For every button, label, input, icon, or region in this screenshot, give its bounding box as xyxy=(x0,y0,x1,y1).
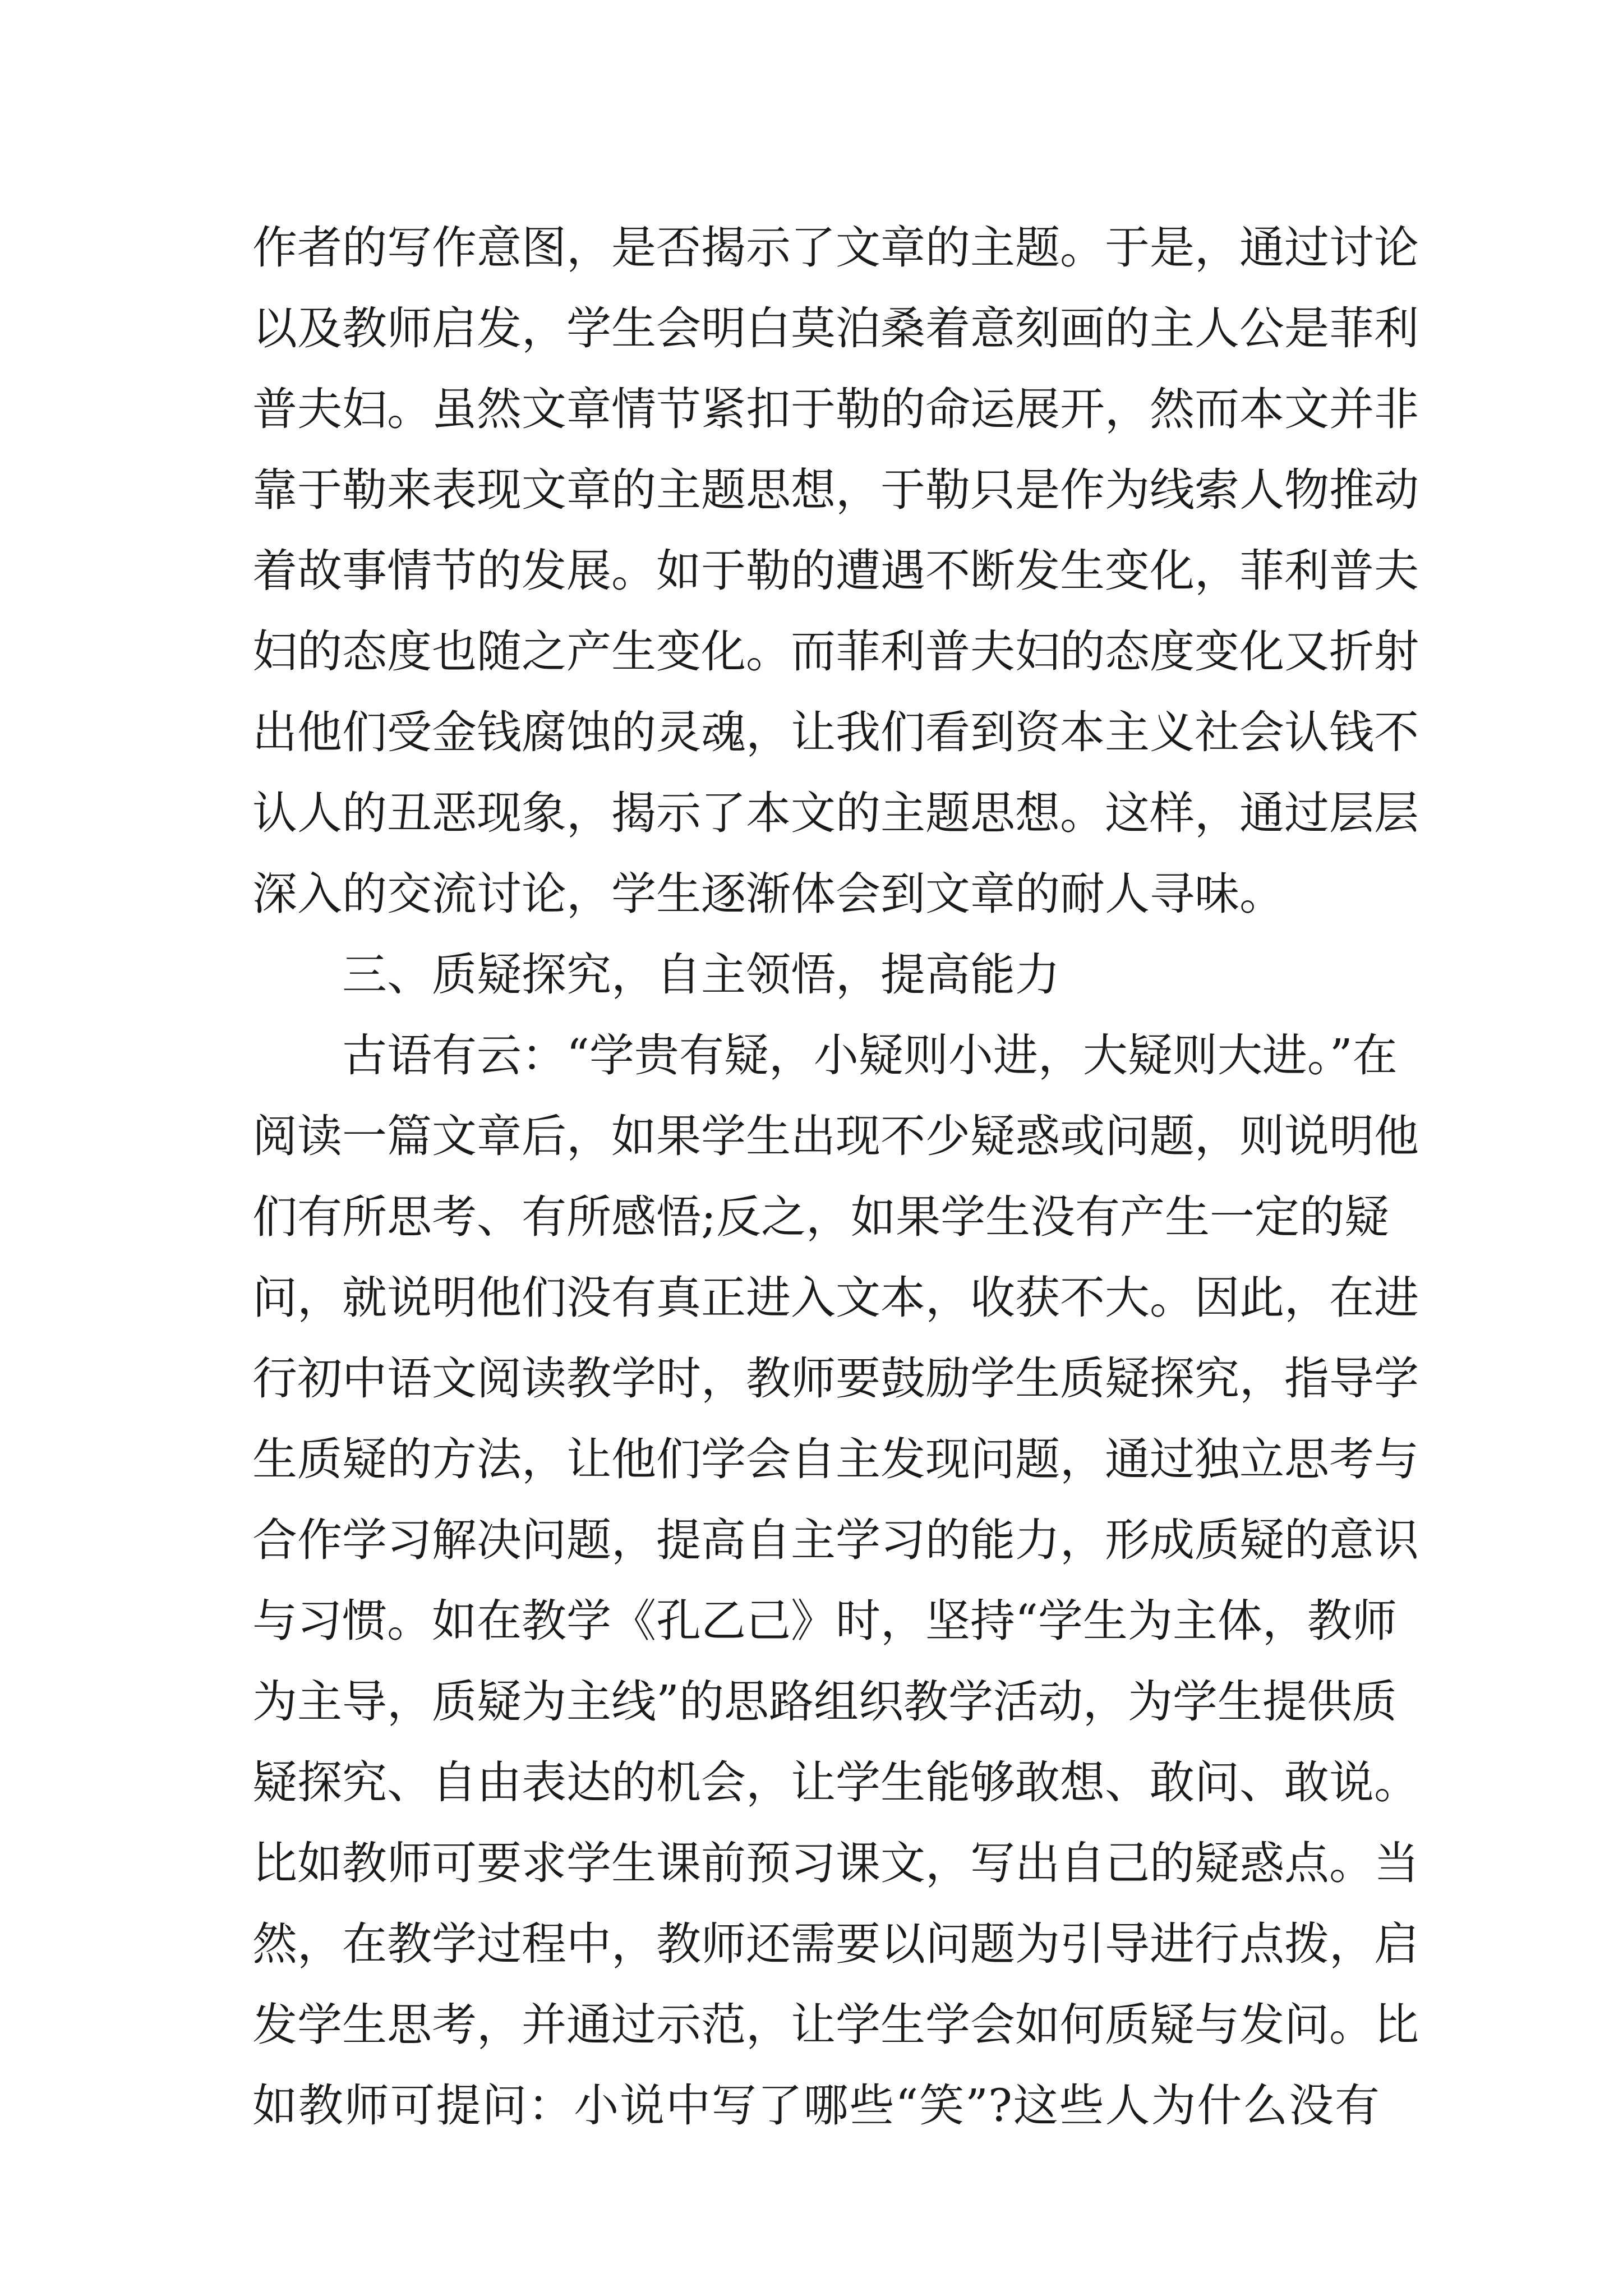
text-line-18: 与习惯。如在教学《孔乙己》时，坚持“学生为主体，教师 xyxy=(252,1595,1397,1647)
text-line-7: 出他们受金钱腐蚀的灵魂，让我们看到资本主义社会认钱不 xyxy=(252,706,1419,758)
text-line-24: 如教师可提问：小说中写了哪些“笑”?这些人为什么没有 xyxy=(252,2079,1380,2132)
text-line-20: 疑探究、自由表达的机会，让学生能够敢想、敢问、敢说。 xyxy=(252,1756,1419,1809)
text-line-23: 发学生思考，并通过示范，让学生学会如何质疑与发问。比 xyxy=(252,1999,1419,2051)
text-line-21: 比如教师可要求学生课前预习课文，写出自己的疑惑点。当 xyxy=(252,1837,1419,1889)
text-line-16: 生质疑的方法，让他们学会自主发现问题，通过独立思考与 xyxy=(252,1433,1419,1485)
body-text xyxy=(252,208,1419,2146)
section-heading: 三、质疑探究，自主领悟，提高能力 xyxy=(342,949,1060,1001)
text-line-1: 作者的写作意图，是否揭示了文章的主题。于是，通过讨论 xyxy=(252,222,1419,274)
text-line-6: 妇的态度也随之产生变化。而菲利普夫妇的态度变化又折射 xyxy=(252,625,1419,678)
text-line-5: 着故事情节的发展。如于勒的遭遇不断发生变化，菲利普夫 xyxy=(252,545,1419,597)
text-line-19: 为主导，质疑为主线”的思路组织教学活动，为学生提供质 xyxy=(252,1676,1397,1728)
text-line-22: 然，在教学过程中，教师还需要以问题为引导进行点拨，启 xyxy=(252,1918,1419,1970)
text-line-11: 古语有云：“学贵有疑，小疑则小进，大疑则大进。”在 xyxy=(342,1029,1398,1082)
text-line-9: 深入的交流讨论，学生逐渐体会到文章的耐人寻味。 xyxy=(252,868,1284,920)
text-line-17: 合作学习解决问题，提高自主学习的能力，形成质疑的意识 xyxy=(252,1514,1419,1566)
text-line-4: 靠于勒来表现文章的主题思想，于勒只是作为线索人物推动 xyxy=(252,464,1419,516)
text-line-12: 阅读一篇文章后，如果学生出现不少疑惑或问题，则说明他 xyxy=(252,1110,1419,1162)
text-line-3: 普夫妇。虽然文章情节紧扣于勒的命运展开，然而本文并非 xyxy=(252,383,1419,435)
text-line-8: 认人的丑恶现象，揭示了本文的主题思想。这样，通过层层 xyxy=(252,787,1419,839)
text-line-14: 问，就说明他们没有真正进入文本，收获不大。因此，在进 xyxy=(252,1272,1419,1324)
text-line-15: 行初中语文阅读教学时，教师要鼓励学生质疑探究，指导学 xyxy=(252,1352,1419,1405)
text-line-13: 们有所思考、有所感悟;反之，如果学生没有产生一定的疑 xyxy=(252,1191,1389,1243)
text-line-2: 以及教师启发，学生会明白莫泊桑着意刻画的主人公是菲利 xyxy=(252,302,1419,355)
